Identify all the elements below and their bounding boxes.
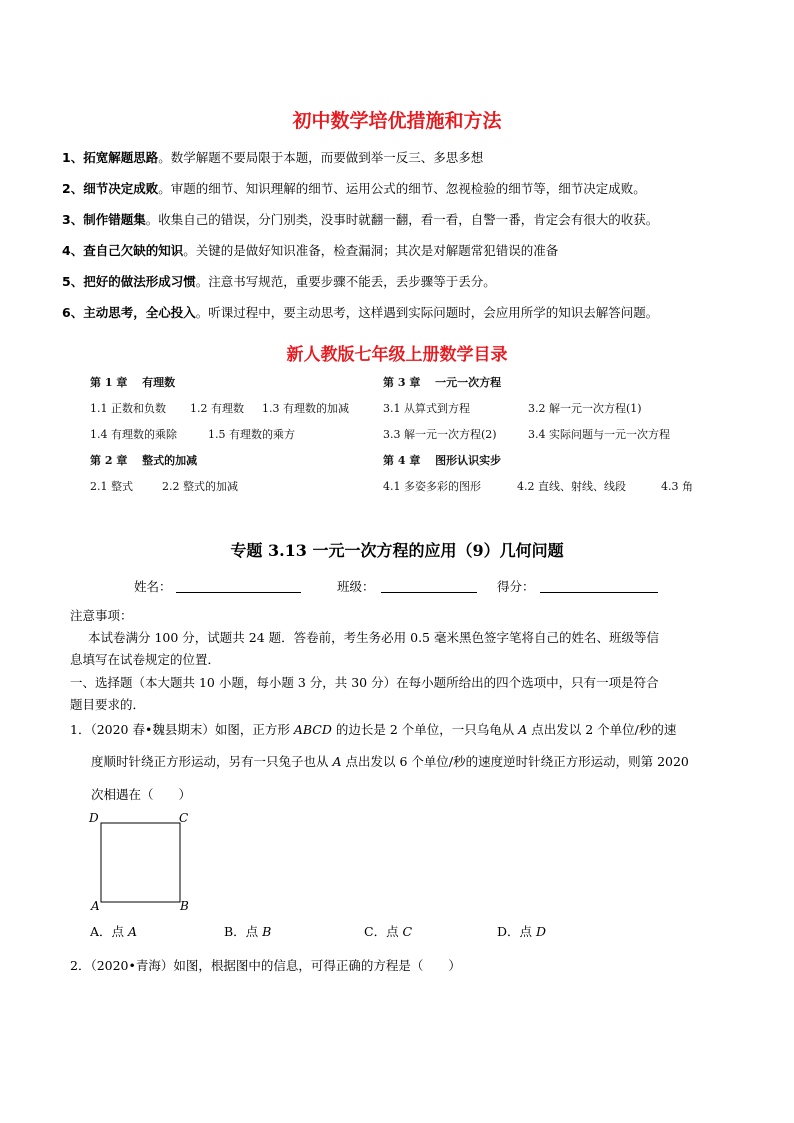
tip-heading: 查自己欠缺的知识	[83, 243, 184, 258]
tip-3	[62, 212, 658, 228]
tip-heading: 拓宽解题思路	[83, 150, 159, 165]
notice-label: 注意事项：	[70, 608, 133, 623]
option-label: B．点	[224, 924, 263, 939]
tip-5	[62, 274, 496, 290]
score-label: 得分：	[497, 579, 535, 594]
tip-number: 4、	[62, 243, 84, 258]
toc-item: 4.2 直线、射线、线段	[517, 480, 626, 493]
option-label: A．点	[90, 924, 129, 939]
toc-chapter-1: 第 1 章 有理数	[90, 376, 176, 389]
notice-line-2: 息填写在试卷规定的位置．	[70, 652, 221, 667]
notice-line-1: 本试卷满分 100 分，试题共 24 题．答卷前，考生务必用 0.5 毫米黑色签字笔将自己的姓名、班级等信	[88, 630, 659, 645]
toc-item: 2.2 整式的加减	[162, 480, 238, 493]
q1-text: 1．（2020 春•魏县期末）如图，正方形	[70, 722, 294, 737]
tip-text: 。关键的是做好知识准备，检查漏洞；其次是对解题常犯错误的准备	[183, 243, 559, 258]
option-c[interactable]	[364, 922, 412, 940]
tip-4	[62, 243, 558, 259]
tip-heading: 主动思考，全心投入	[83, 305, 196, 320]
toc-item: 1.2 有理数	[190, 402, 244, 415]
toc-chapter-3: 第 3 章 一元一次方程	[383, 376, 502, 389]
toc-item: 3.2 解一元一次方程(1)	[528, 402, 642, 415]
tip-heading: 细节决定成败	[83, 181, 159, 196]
q1-var: A	[518, 722, 528, 737]
q1-text: 度顺时针绕正方形运动，另有一只兔子也从	[91, 754, 333, 769]
tip-number: 1、	[62, 150, 84, 165]
toc-item: 1.4 有理数的乘除	[90, 428, 177, 441]
tip-1	[62, 150, 483, 166]
tip-2	[62, 181, 646, 197]
score-input-line[interactable]	[540, 592, 658, 593]
option-var: B	[262, 924, 272, 939]
tip-text: 。收集自己的错误，分门别类，没事时就翻一翻，看一看，自警一番，肯定会有很大的收获。	[145, 212, 659, 227]
toc-item: 4.3 角	[661, 480, 693, 493]
q1-var: ABCD	[293, 722, 332, 737]
option-label: D．点	[497, 924, 536, 939]
toc-item: 1.1 正数和负数	[90, 402, 166, 415]
square-figure	[85, 808, 195, 912]
toc-chapter-2: 第 2 章 整式的加减	[90, 454, 198, 467]
toc-chapter-4: 第 4 章 图形认识实步	[383, 454, 502, 467]
option-label: C．点	[364, 924, 403, 939]
option-var: C	[402, 924, 413, 939]
vertex-label-b: B	[180, 899, 189, 912]
toc-item: 3.3 解一元一次方程(2)	[383, 428, 497, 441]
tip-text: 。注意书写规范，重要步骤不能丢，丢步骤等于丢分。	[195, 274, 496, 289]
tip-text: 。听课过程中，要主动思考，这样遇到实际问题时，会应用所学的知识去解答问题。	[195, 305, 659, 320]
toc-item: 3.1 从算式到方程	[383, 402, 470, 415]
section-header-line-1: 一、选择题（本大题共 10 小题，每小题 3 分，共 30 分）在每小题所给出的四个选项中，只有一项是符合	[70, 675, 659, 690]
toc-item: 2.1 整式	[90, 480, 133, 493]
q1-text: 点出发以 2 个单位/秒的速	[527, 722, 677, 737]
tip-heading: 把好的做法形成习惯	[83, 274, 196, 289]
square-abcd	[101, 823, 180, 902]
question-1-line-3: 次相遇在（ ）	[91, 787, 192, 802]
tip-number: 6、	[62, 305, 84, 320]
tip-text: 。审题的细节、知识理解的细节、运用公式的细节、忽视检验的细节等，细节决定成败。	[158, 181, 646, 196]
q1-text: 的边长是 2 个单位，一只乌龟从	[331, 722, 519, 737]
class-label: 班级：	[337, 579, 375, 594]
toc-item: 3.4 实际问题与一元一次方程	[528, 428, 670, 441]
option-b[interactable]	[224, 922, 271, 940]
section-header-line-2: 题目要求的．	[70, 697, 146, 712]
tip-6	[62, 305, 658, 321]
toc-title: 新人教版七年级上册数学目录	[286, 345, 508, 365]
vertex-label-c: C	[179, 811, 189, 825]
page-title: 初中数学培优措施和方法	[292, 110, 502, 132]
q1-text: 点出发以 6 个单位/秒的速度逆时针绕正方形运动，则第 2020	[341, 754, 689, 769]
vertex-label-a: A	[91, 899, 100, 912]
question-2: 2．（2020•青海）如图，根据图中的信息，可得正确的方程是（ ）	[70, 958, 461, 973]
vertex-label-d: D	[89, 811, 99, 825]
q1-var: A	[332, 754, 342, 769]
tip-number: 3、	[62, 212, 84, 227]
option-a[interactable]	[90, 922, 137, 940]
toc-item: 4.1 多姿多彩的图形	[383, 480, 481, 493]
tip-number: 5、	[62, 274, 84, 289]
class-input-line[interactable]	[381, 592, 477, 593]
option-var: D	[536, 924, 547, 939]
tip-number: 2、	[62, 181, 84, 196]
toc-item: 1.5 有理数的乘方	[208, 428, 295, 441]
name-input-line[interactable]	[176, 592, 301, 593]
option-var: A	[128, 924, 138, 939]
toc-item: 1.3 有理数的加减	[262, 402, 349, 415]
name-label: 姓名：	[134, 579, 172, 594]
paper-title: 专题 3.13 一元一次方程的应用（9）几何问题	[230, 541, 564, 560]
question-1-line-1	[70, 720, 676, 738]
question-1-line-2	[91, 752, 689, 770]
option-d[interactable]	[497, 922, 546, 940]
tip-heading: 制作错题集	[83, 212, 146, 227]
tip-text: 。数学解题不要局限于本题，而要做到举一反三、多思多想	[158, 150, 484, 165]
